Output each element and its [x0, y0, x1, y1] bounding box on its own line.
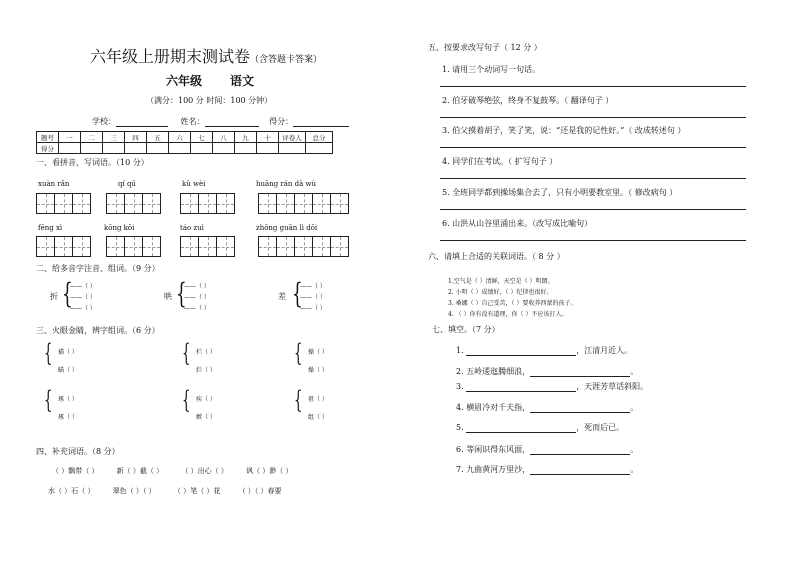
item-number: 4. — [456, 403, 464, 412]
score-header-cell: 十 — [257, 132, 279, 143]
answer-blank[interactable]: （ ） — [64, 396, 78, 403]
poem-line: ，江清月近人。 — [576, 346, 633, 355]
score-cell[interactable] — [125, 143, 147, 154]
item-number: 5. — [456, 423, 464, 432]
score-cell[interactable] — [306, 143, 333, 154]
score-blank[interactable] — [293, 126, 349, 127]
score-cell[interactable] — [169, 143, 191, 154]
fill-item — [456, 366, 638, 377]
score-cell[interactable] — [213, 143, 235, 154]
answer-blank[interactable]: （ ） — [202, 414, 216, 421]
brace: { — [62, 277, 73, 310]
pinyin: kǔ wèi — [182, 180, 206, 188]
char-pair-item — [196, 365, 216, 374]
name-blank[interactable] — [205, 126, 259, 127]
polyphone-blanks: ——（ ） ——（ ） ——（ ） — [184, 283, 210, 312]
char-pair-item — [308, 365, 328, 374]
answer-blank[interactable]: （ ） — [314, 396, 328, 403]
subtitle: 六年级 语文 — [166, 74, 255, 88]
char: 操 — [308, 349, 315, 356]
answer-blank[interactable]: （ ） — [202, 349, 216, 356]
brace: { — [44, 386, 53, 414]
char: 栏 — [196, 349, 203, 356]
pinyin: fēng xì — [38, 224, 63, 232]
score-cell[interactable] — [257, 143, 279, 154]
char-grid[interactable] — [36, 236, 91, 257]
answer-blank[interactable] — [466, 355, 576, 356]
item-number: 7. — [456, 465, 464, 474]
section-5-title: 五、按要求改写句子（ 12 分 ） — [428, 43, 542, 52]
section-1-title: 一、看拼音，写词语。（10 分） — [36, 158, 149, 167]
answer-blank[interactable] — [466, 391, 576, 392]
char-grid[interactable] — [258, 193, 349, 214]
pinyin: kōng kōi — [104, 224, 135, 232]
rewrite-item: 3. 伯父摸着胡子，笑了笑，说：“还是我的记性好。”（ 改成转述句 ） — [442, 126, 686, 135]
idiom-row-1: （ ）飘带（ ） 新（ ）截（ ） （ ）出心（ ） 讽（ ）渺（ ） — [52, 467, 293, 475]
answer-blank[interactable]: （ ） — [64, 367, 78, 374]
char: 组 — [308, 414, 315, 421]
fill-item — [456, 444, 638, 455]
fill-item — [456, 345, 632, 356]
score-header-cell: 一 — [59, 132, 81, 143]
rewrite-item: 6. 山洪从山谷里涌出来。（改写成比喻句） — [442, 219, 593, 228]
conjunction-item: 1.空气是（ ）清鲜，天空是（ ）明朗。 — [448, 278, 554, 285]
char-pair-item — [196, 412, 216, 421]
score-cell[interactable] — [279, 143, 306, 154]
polyphone-blanks: ——（ ） ——（ ） ——（ ） — [70, 283, 96, 312]
pinyin: táo zuì — [180, 224, 204, 232]
section-2-title: 二、给多音字注音、组词。（9 分） — [36, 264, 160, 273]
score-cell[interactable] — [191, 143, 213, 154]
answer-blank[interactable]: （ ） — [64, 349, 78, 356]
char-grid[interactable] — [258, 236, 349, 257]
item-number: 1. — [456, 346, 464, 355]
score-cell[interactable] — [81, 143, 103, 154]
answer-blank[interactable] — [530, 454, 630, 455]
polyphone-char: 哄 — [164, 292, 172, 301]
answer-blank[interactable]: （ ） — [314, 414, 328, 421]
rewrite-item: 2. 伯牙破琴绝弦，终身不复鼓琴。（ 翻译句子 ） — [442, 96, 614, 105]
page-title: 六年级上册期末测试卷（含答题卡答案） — [90, 47, 323, 66]
rewrite-item: 4. 同学们在考试。（ 扩写句子 ） — [442, 157, 558, 166]
poem-line: 等闲识得东风面， — [466, 445, 531, 454]
char-pair-item — [58, 412, 78, 421]
char-pair-item — [308, 347, 328, 356]
answer-blank[interactable] — [530, 412, 630, 413]
poem-line: 。 — [630, 367, 639, 376]
polyphone-char: 折 — [50, 292, 58, 301]
char: 拦 — [196, 367, 203, 374]
char-grid[interactable] — [106, 236, 161, 257]
conjunction-item: 3. 桑娜（ ）自己受苦，（ ）要收养西蒙的孩子。 — [448, 300, 577, 307]
section-4-title: 四、补充词语。（8 分） — [36, 447, 120, 456]
section-7-title: 七、填空。（7 分） — [432, 325, 500, 334]
section-3-title: 三、火眼金睛，辨字组词。（6 分） — [36, 326, 160, 335]
char: 瞄 — [58, 367, 65, 374]
fill-item — [456, 381, 648, 392]
poem-line: ，天涯芳草话斜阳。 — [576, 382, 649, 391]
score-header-cell: 二 — [81, 132, 103, 143]
char-grid[interactable] — [180, 193, 235, 214]
char: 琢 — [58, 414, 65, 421]
score-cell[interactable] — [235, 143, 257, 154]
char-grid[interactable] — [36, 193, 91, 214]
char-pair-item — [58, 394, 78, 403]
poem-line: 。 — [630, 403, 639, 412]
polyphone-blanks: ——（ ） ——（ ） ——（ ） — [300, 283, 326, 312]
fill-item — [456, 422, 624, 433]
answer-line[interactable] — [440, 209, 746, 210]
char: 疾 — [196, 396, 203, 403]
score-header-cell: 题号 — [37, 132, 59, 143]
char-pair-item — [58, 347, 78, 356]
answer-blank[interactable] — [466, 432, 576, 433]
score-table — [36, 131, 333, 154]
section-6-title: 六、请填上合适的关联词语。（ 8 分 ） — [428, 252, 565, 261]
answer-blank[interactable] — [530, 474, 630, 475]
score-header-cell: 三 — [103, 132, 125, 143]
char-grid[interactable] — [180, 236, 235, 257]
score-cell[interactable] — [103, 143, 125, 154]
char: 嫉 — [196, 414, 203, 421]
answer-line[interactable] — [440, 147, 746, 148]
item-number: 2. — [456, 367, 464, 376]
brace: { — [294, 386, 303, 414]
char-pair-item — [58, 365, 78, 374]
char: 琢 — [58, 396, 65, 403]
brace: { — [182, 386, 191, 414]
poem-line: 九曲黄河万里沙， — [466, 465, 531, 474]
brace: { — [294, 339, 303, 367]
answer-blank[interactable] — [530, 376, 630, 377]
rewrite-item: 1. 请用三个动词写一句话。 — [442, 65, 541, 74]
char: 祖 — [308, 396, 315, 403]
answer-line[interactable] — [440, 178, 746, 179]
answer-line[interactable] — [440, 117, 746, 118]
poem-line: 横眉冷对千夫指， — [466, 403, 531, 412]
school-blank[interactable] — [116, 126, 168, 127]
char-pair-item — [308, 412, 328, 421]
char-pair-item — [196, 347, 216, 356]
poem-line: ，死而后已。 — [576, 423, 625, 432]
score-cell[interactable] — [59, 143, 81, 154]
score-header-cell: 七 — [191, 132, 213, 143]
pinyin: qí qū — [118, 180, 136, 188]
score-header-cell: 五 — [147, 132, 169, 143]
answer-line[interactable] — [440, 86, 746, 87]
score-header-cell: 评卷人 — [279, 132, 306, 143]
pinyin: xuàn rǎn — [38, 180, 70, 188]
exam-info: （满分：100 分 时间：100 分钟） — [146, 96, 273, 105]
score-cell[interactable] — [147, 143, 169, 154]
pinyin: huāng rán dà wù — [256, 180, 317, 188]
answer-blank[interactable]: （ ） — [314, 349, 328, 356]
fill-item — [456, 464, 638, 475]
score-header-cell: 总分 — [306, 132, 333, 143]
brace: { — [292, 277, 303, 310]
score-header-cell: 四 — [125, 132, 147, 143]
char-pair-item — [196, 394, 216, 403]
answer-blank[interactable]: （ ） — [202, 367, 216, 374]
answer-blank[interactable]: （ ） — [64, 414, 78, 421]
polyphone-char: 差 — [278, 292, 286, 301]
char-pair-item — [308, 394, 328, 403]
brace: { — [182, 339, 191, 367]
item-number: 3. — [456, 382, 464, 391]
answer-blank[interactable]: （ ） — [314, 367, 328, 374]
pinyin: zhōng guān lì dōi — [256, 224, 318, 232]
rewrite-item: 5. 全班同学都到操场集合去了，只有小明要教室里。（ 修改病句 ） — [442, 188, 678, 197]
conjunction-item: 2. 小明（ ）成绩好，（ ）纪律也很好。 — [448, 289, 553, 296]
poem-line: 。 — [630, 465, 639, 474]
score-cell: 得分 — [37, 143, 59, 154]
conjunction-item: 4. （ ）你有没有道理，你（ ）不应该打人。 — [448, 311, 568, 318]
char: 描 — [58, 349, 65, 356]
brace: { — [176, 277, 187, 310]
poem-line: 。 — [630, 445, 639, 454]
item-number: 6. — [456, 445, 464, 454]
answer-line[interactable] — [440, 240, 746, 241]
char: 燥 — [308, 367, 315, 374]
score-header-cell: 六 — [169, 132, 191, 143]
score-header-cell: 八 — [213, 132, 235, 143]
char-grid[interactable] — [106, 193, 161, 214]
info-fields: 学校： 姓名： 得分： — [92, 116, 349, 127]
fill-item — [456, 402, 638, 413]
poem-line: 五岭逶迤腾细浪， — [466, 367, 531, 376]
brace: { — [44, 339, 53, 367]
score-header-cell: 九 — [235, 132, 257, 143]
answer-blank[interactable]: （ ） — [202, 396, 216, 403]
idiom-row-2: 水（ ）石（ ） 翠色（ ）（ ） （ ）笔（ ）花 （ ）（ ）春要 — [48, 487, 282, 495]
